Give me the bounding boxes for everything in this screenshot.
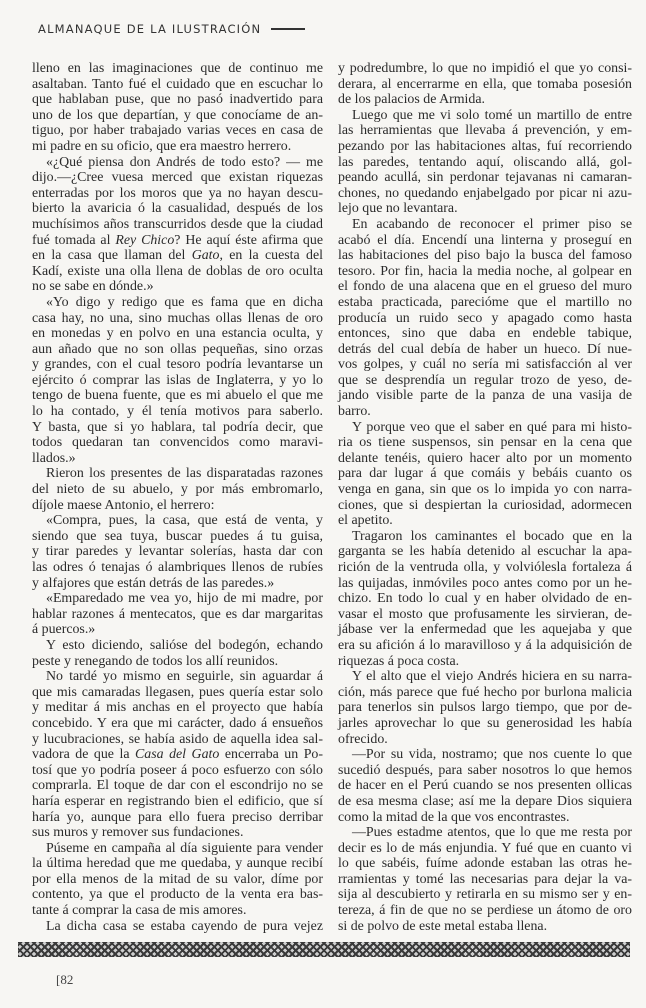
text-line bbox=[338, 233, 632, 249]
text-segment: Y porque veo que el saber en qué para mi histo- bbox=[352, 419, 632, 435]
text-segment: ciones, que si despiertan la curiosidad, adormecen bbox=[338, 497, 632, 513]
text-line bbox=[32, 716, 323, 732]
text-line bbox=[338, 513, 632, 529]
text-segment: tesoro. Por fin, hacia la media noche, al golpear en bbox=[338, 263, 632, 279]
text-segment: fué tomada al bbox=[32, 232, 116, 248]
text-line bbox=[338, 529, 632, 545]
text-segment: Y esto diciendo, salióse del bodegón, echando bbox=[46, 637, 323, 653]
text-line bbox=[338, 92, 632, 108]
text-line bbox=[32, 155, 323, 171]
text-segment: y meditar á mis anchas en el proyecto que había bbox=[32, 700, 323, 716]
text-segment: y podredumbre, lo que no impidió el que yo consi- bbox=[338, 61, 632, 76]
text-segment: enterradas por los moros que ya no hayan descu- bbox=[32, 185, 323, 201]
text-line bbox=[32, 170, 323, 186]
text-line bbox=[32, 482, 323, 498]
text-line bbox=[32, 264, 323, 280]
text-line bbox=[338, 123, 632, 139]
text-segment: hablar razones á mentecatos, que es dar margaritas bbox=[32, 606, 323, 622]
text-segment: y alfajores que están detrás de las paredes.» bbox=[32, 575, 275, 591]
text-segment: jando visible parte de la panza de una vasija de bbox=[338, 388, 632, 404]
text-line bbox=[338, 170, 632, 186]
text-segment: peando acullá, sin perdonar tejavanas ni camaran- bbox=[338, 170, 632, 186]
text-segment: para dar lugar á que comáis y bebáis cuanto os bbox=[338, 466, 632, 482]
header-title: ALMANAQUE DE LA ILUSTRACIÓN bbox=[38, 22, 262, 36]
text-line bbox=[338, 466, 632, 482]
text-segment: y tirar paredes y levantar solerías, hasta dar con bbox=[32, 544, 323, 560]
text-line bbox=[32, 607, 323, 623]
italic-text: Gato bbox=[191, 248, 220, 264]
text-segment: tante á comprar la casa de mis amores. bbox=[32, 903, 247, 919]
text-line bbox=[32, 388, 323, 404]
text-line bbox=[338, 903, 632, 919]
text-line bbox=[32, 279, 323, 295]
text-segment: tiguo, por haber trabajado varias veces en casa de bbox=[32, 123, 323, 139]
text-segment: —Pues estadme atentos, que lo que me resta por bbox=[352, 825, 632, 841]
text-segment: para tenerlos sin pulsos largo tiempo, que por de- bbox=[338, 700, 632, 716]
text-line bbox=[32, 201, 323, 217]
text-line bbox=[32, 529, 323, 545]
text-line bbox=[32, 248, 323, 264]
text-segment: y grandes, con el cual tesoro podría levantarse un bbox=[32, 357, 323, 373]
decorative-border bbox=[18, 942, 630, 957]
text-segment: barro. bbox=[338, 404, 371, 420]
text-segment: mi padre en su oficio, que era maestro herrero. bbox=[32, 138, 292, 154]
text-segment: ejército ó comprar las islas de Inglaterra, y yo lo bbox=[32, 372, 323, 388]
text-line bbox=[338, 544, 632, 560]
text-line bbox=[32, 638, 323, 654]
text-line bbox=[338, 326, 632, 342]
text-segment: decir es lo de más enjundia. Y fué que en cuanto vi bbox=[338, 840, 632, 856]
text-line bbox=[338, 388, 632, 404]
text-line bbox=[32, 435, 323, 451]
text-segment: de esa mesma clase; así me la depare Dios siquiera bbox=[338, 793, 632, 809]
text-segment: que se desprendía un regular trozo de yeso, de- bbox=[338, 372, 632, 388]
text-segment: era su afición á lo maravilloso y á la adquisición de bbox=[338, 637, 632, 653]
text-line bbox=[32, 123, 323, 139]
text-segment: sucedió después, para saber nosotros lo que hemos bbox=[338, 762, 632, 778]
text-segment: estaba practicada, parecióme que el martillo no bbox=[338, 294, 632, 310]
text-segment: chones, no quedando enjabelgado por picar ni azu- bbox=[338, 185, 632, 201]
text-line bbox=[338, 763, 632, 779]
text-line bbox=[338, 560, 632, 576]
right-column bbox=[338, 61, 632, 934]
text-segment: bierto la avaricia ó la casualidad, después de los bbox=[32, 201, 323, 217]
text-line bbox=[32, 295, 323, 311]
text-segment: Rieron los presentes de las disparatadas razones bbox=[46, 466, 323, 482]
text-line bbox=[338, 778, 632, 794]
text-segment: las odres ó tenajas ó alambriques llenos de rubíes bbox=[32, 560, 323, 575]
text-line bbox=[338, 295, 632, 311]
text-segment: Y el alto que el viejo Andrés hiciera en su narra- bbox=[352, 669, 632, 685]
text-line bbox=[338, 404, 632, 420]
text-segment: ofrecido. bbox=[338, 731, 388, 747]
text-segment: vasar el mosto que profusamente les sirvieran, de- bbox=[338, 606, 632, 622]
text-segment: asaltaban. Tanto fué el cuidado que en escuchar lo bbox=[32, 76, 323, 92]
text-line bbox=[338, 794, 632, 810]
text-line bbox=[338, 576, 632, 592]
italic-text: Rey Chico bbox=[115, 232, 175, 248]
text-segment: en la casa que llaman del bbox=[32, 248, 192, 264]
text-line bbox=[338, 732, 632, 748]
text-line bbox=[338, 108, 632, 124]
text-line bbox=[32, 544, 323, 560]
text-segment: garganta se les había detenido al escuchar la apa- bbox=[338, 544, 632, 560]
text-segment: el fondo de una alacena que en el grueso del muro bbox=[338, 279, 632, 295]
text-line bbox=[32, 560, 323, 576]
text-line bbox=[338, 217, 632, 233]
text-segment: Púseme en campaña al día siguiente para vender bbox=[46, 840, 323, 856]
text-line bbox=[338, 264, 632, 280]
text-line bbox=[32, 810, 323, 826]
text-line bbox=[338, 155, 632, 171]
text-line bbox=[32, 451, 323, 467]
text-line bbox=[32, 61, 323, 77]
text-line bbox=[338, 420, 632, 436]
text-segment: delante tenéis, quiero hacer alto por un momento bbox=[338, 450, 632, 466]
text-line bbox=[32, 186, 323, 202]
text-line bbox=[338, 139, 632, 155]
text-segment: —Por su vida, nostramo; que nos cuente lo que bbox=[352, 747, 632, 763]
text-line bbox=[338, 451, 632, 467]
text-segment: vos golpes, y cuál no sería mi satisfacción al ver bbox=[338, 357, 632, 373]
text-segment: lo ha contado, y él tenía motivos para saberlo. bbox=[32, 404, 323, 420]
text-line bbox=[32, 466, 323, 482]
text-line bbox=[32, 357, 323, 373]
text-segment: Kadí, existe una olla llena de doblas de oro oculta bbox=[32, 263, 323, 279]
text-segment: sija al descubierto y retirarla en su mismo ser y en- bbox=[338, 887, 632, 903]
text-line bbox=[338, 279, 632, 295]
text-segment: las quijadas, inmóviles poco antes como por un he- bbox=[338, 575, 632, 591]
text-segment: llados.» bbox=[32, 450, 76, 466]
text-segment: haría esperar en registrando bien el edificio, que sí bbox=[32, 793, 323, 809]
text-segment: ? He aquí éste afirma que bbox=[174, 232, 323, 248]
text-line bbox=[338, 77, 632, 93]
text-segment: las herramientas que llevaba á prevención, y em- bbox=[338, 123, 632, 139]
text-segment: á puercos.» bbox=[32, 622, 96, 638]
text-line bbox=[338, 61, 632, 77]
text-line bbox=[32, 139, 323, 155]
text-line bbox=[338, 342, 632, 358]
text-line bbox=[338, 872, 632, 888]
text-line bbox=[32, 856, 323, 872]
text-line bbox=[338, 638, 632, 654]
text-segment: detrás del cual debía de haber un hueco. Dí nue- bbox=[338, 341, 632, 357]
text-line bbox=[32, 747, 323, 763]
text-segment: contento, ya que el producto de la venta era bas- bbox=[32, 887, 323, 903]
text-segment: por ella menos de la mitad de su valor, díme por bbox=[32, 871, 323, 887]
text-line bbox=[32, 404, 323, 420]
text-segment: Luego que me vi solo tomé un martillo de entre bbox=[352, 107, 632, 123]
text-segment: jábase ver la enfermedad que les aquejaba y que bbox=[338, 622, 632, 638]
text-line bbox=[338, 186, 632, 202]
text-line bbox=[32, 669, 323, 685]
text-segment: La dicha casa se estaba cayendo de pura vejez bbox=[46, 918, 323, 934]
text-segment: de hacer en el Perú cuando se nos presenten ollicas bbox=[338, 778, 632, 794]
text-segment: muchísimos años transcurridos desde que la ciudad bbox=[32, 216, 323, 232]
text-segment: «Yo digo y redigo que es fama que en dicha bbox=[46, 294, 323, 310]
text-segment: lo que sabéis, fuíme adonde estaban las otras he- bbox=[338, 856, 632, 872]
text-segment: casa hay, no una, sino muchas ollas llenas de oro bbox=[32, 310, 323, 326]
text-line bbox=[32, 420, 323, 436]
text-segment: como la mitad de la que vos encontrastes. bbox=[338, 809, 570, 825]
text-segment: lejo que no levantara. bbox=[338, 201, 458, 217]
text-segment: rición de la ventruda olla, y volviólesla fortaleza á bbox=[338, 560, 632, 575]
text-segment: el apetito. bbox=[338, 513, 393, 529]
text-line bbox=[338, 373, 632, 389]
text-line bbox=[32, 498, 323, 514]
text-segment: que mis camaradas llegasen, pues quería estar solo bbox=[32, 684, 323, 700]
text-line bbox=[32, 77, 323, 93]
text-segment: producía un ruido seco y apagado como hasta bbox=[338, 310, 632, 326]
text-line bbox=[32, 841, 323, 857]
text-segment: rramientas y tomé las necesarias para dejar la va- bbox=[338, 871, 632, 887]
text-segment: jarles aprovechar lo que su generosidad les había bbox=[338, 715, 632, 731]
text-line bbox=[338, 311, 632, 327]
text-line bbox=[32, 763, 323, 779]
text-line bbox=[338, 654, 632, 670]
text-segment: , en la cuesta del bbox=[219, 248, 323, 264]
text-segment: «Compra, pues, la casa, que está de venta, y bbox=[46, 513, 323, 529]
text-line bbox=[338, 498, 632, 514]
text-segment: aun añado que no son ollas pequeñas, sino orzas bbox=[32, 341, 323, 357]
text-line bbox=[32, 326, 323, 342]
text-segment: encerraba un Po- bbox=[219, 747, 323, 763]
text-segment: sus muros y remover sus fundaciones. bbox=[32, 825, 244, 841]
text-segment: tereza, á fin de que no se perdiese un átomo de oro bbox=[338, 903, 632, 919]
text-line bbox=[32, 654, 323, 670]
text-line bbox=[32, 700, 323, 716]
text-segment: derara, al encerrarme en ella, que tomaba posesión bbox=[338, 76, 632, 92]
text-line bbox=[338, 435, 632, 451]
text-segment: y lucubraciones, se había asido de aquella idea sal- bbox=[32, 731, 323, 747]
text-segment: lleno en las imaginaciones que de continuo me bbox=[32, 61, 323, 76]
text-segment: No tardé yo mismo en seguirle, sin aguardar á bbox=[46, 669, 323, 685]
text-segment: Y basta, que si yo hablara, tal podría decir, que bbox=[32, 419, 323, 435]
text-segment: «¿Qué piensa don Andrés de todo esto? — me bbox=[46, 154, 323, 170]
text-segment: chizo. En todo lo cual y en haber olvidado de en- bbox=[338, 591, 632, 607]
text-segment: del nieto de su abuelo, y por más embromarlo, bbox=[32, 482, 323, 498]
text-line bbox=[338, 810, 632, 826]
text-line bbox=[338, 591, 632, 607]
text-segment: todos quedaran tan convencidos como maravi- bbox=[32, 435, 323, 451]
text-segment: haría yo, aunque para ello fuera preciso derribar bbox=[32, 809, 323, 825]
text-line bbox=[338, 357, 632, 373]
text-segment: que hablaban puse, que no pasó inadvertido para bbox=[32, 92, 323, 108]
text-line bbox=[338, 482, 632, 498]
text-line bbox=[32, 591, 323, 607]
text-segment: concebido. Y era que mi carácter, dado á ensueños bbox=[32, 715, 323, 731]
italic-text: Casa del Gato bbox=[135, 747, 220, 763]
running-header bbox=[38, 22, 305, 36]
text-segment: riquezas á poca costa. bbox=[338, 653, 460, 669]
text-line bbox=[32, 622, 323, 638]
text-segment: díjole maese Antonio, el herrero: bbox=[32, 497, 215, 513]
text-line bbox=[32, 92, 323, 108]
text-line bbox=[32, 732, 323, 748]
text-line bbox=[32, 217, 323, 233]
text-segment: si de polvo de este metal estaba llena. bbox=[338, 918, 548, 934]
text-line bbox=[32, 576, 323, 592]
text-line bbox=[32, 872, 323, 888]
text-segment: vadora de que la bbox=[32, 747, 135, 763]
text-segment: venga en gana, sin que os lo impida yo con narra- bbox=[338, 482, 632, 498]
text-line bbox=[32, 108, 323, 124]
text-segment: en monedas y en polvo en una estancia oculta, y bbox=[32, 326, 323, 342]
text-segment: entonces, sino que daba en endeble tabique, bbox=[338, 326, 632, 342]
text-line bbox=[32, 513, 323, 529]
header-rule bbox=[271, 28, 305, 30]
text-segment: tengo de buena fuente, que es mi abuelo el que me bbox=[32, 388, 323, 404]
text-segment: pezando por las habitaciones altas, fuí recorriendo bbox=[338, 138, 632, 154]
text-line bbox=[32, 794, 323, 810]
text-segment: tosí que yo podría poseer á poco esfuerzo con sólo bbox=[32, 762, 323, 778]
text-line bbox=[338, 700, 632, 716]
text-line bbox=[32, 373, 323, 389]
text-line bbox=[338, 201, 632, 217]
text-segment: ria os tiene suspensos, sin pensar en la cena que bbox=[338, 435, 632, 451]
text-line bbox=[32, 825, 323, 841]
text-segment: Tragaron los caminantes el bocado que en la bbox=[352, 528, 632, 544]
left-column bbox=[32, 61, 323, 934]
text-segment: uno de los que departían, y que conocíame de an- bbox=[32, 107, 323, 123]
text-line bbox=[32, 887, 323, 903]
text-line bbox=[338, 919, 632, 935]
text-segment: comprarla. El toque de dar con el escondrijo no se bbox=[32, 778, 323, 794]
text-line bbox=[32, 778, 323, 794]
text-line bbox=[32, 311, 323, 327]
text-segment: no se sabe en dónde.» bbox=[32, 279, 154, 295]
text-segment: peste y renegando de todos los allí reunidos. bbox=[32, 653, 279, 669]
text-line bbox=[338, 622, 632, 638]
text-line bbox=[338, 716, 632, 732]
text-segment: la última heredad que me quedaba, y aunque recibí bbox=[32, 856, 323, 872]
text-line bbox=[32, 233, 323, 249]
text-line bbox=[338, 669, 632, 685]
text-line bbox=[338, 841, 632, 857]
text-line bbox=[32, 919, 323, 935]
text-segment: acabó el día. Encendí una linterna y proseguí en bbox=[338, 232, 632, 248]
text-line bbox=[32, 685, 323, 701]
text-line bbox=[338, 607, 632, 623]
text-line bbox=[338, 685, 632, 701]
text-segment: de los palacios de Armida. bbox=[338, 92, 485, 108]
text-line bbox=[338, 825, 632, 841]
text-segment: siendo que sea tuya, buscar puedes á tu guisa, bbox=[32, 528, 323, 544]
text-line bbox=[338, 248, 632, 264]
text-segment: dijo.—¿Cree vuesa merced que existan riquezas bbox=[32, 170, 323, 186]
text-segment: En acabando de reconocer el primer piso se bbox=[352, 216, 632, 232]
text-segment: las paredes, tentando aquí, oliscando allá, gol- bbox=[338, 154, 632, 170]
text-line bbox=[32, 342, 323, 358]
text-segment: ción, más parece que fué hecho por burlona malicia bbox=[338, 684, 632, 700]
text-line bbox=[32, 903, 323, 919]
text-segment: «Emparedado me vea yo, hijo de mi madre, por bbox=[46, 591, 323, 607]
text-line bbox=[338, 887, 632, 903]
text-line bbox=[338, 856, 632, 872]
page-number: [82 bbox=[56, 972, 74, 987]
text-line bbox=[338, 747, 632, 763]
text-segment: las habitaciones del piso bajo la busca del famoso bbox=[338, 248, 632, 264]
